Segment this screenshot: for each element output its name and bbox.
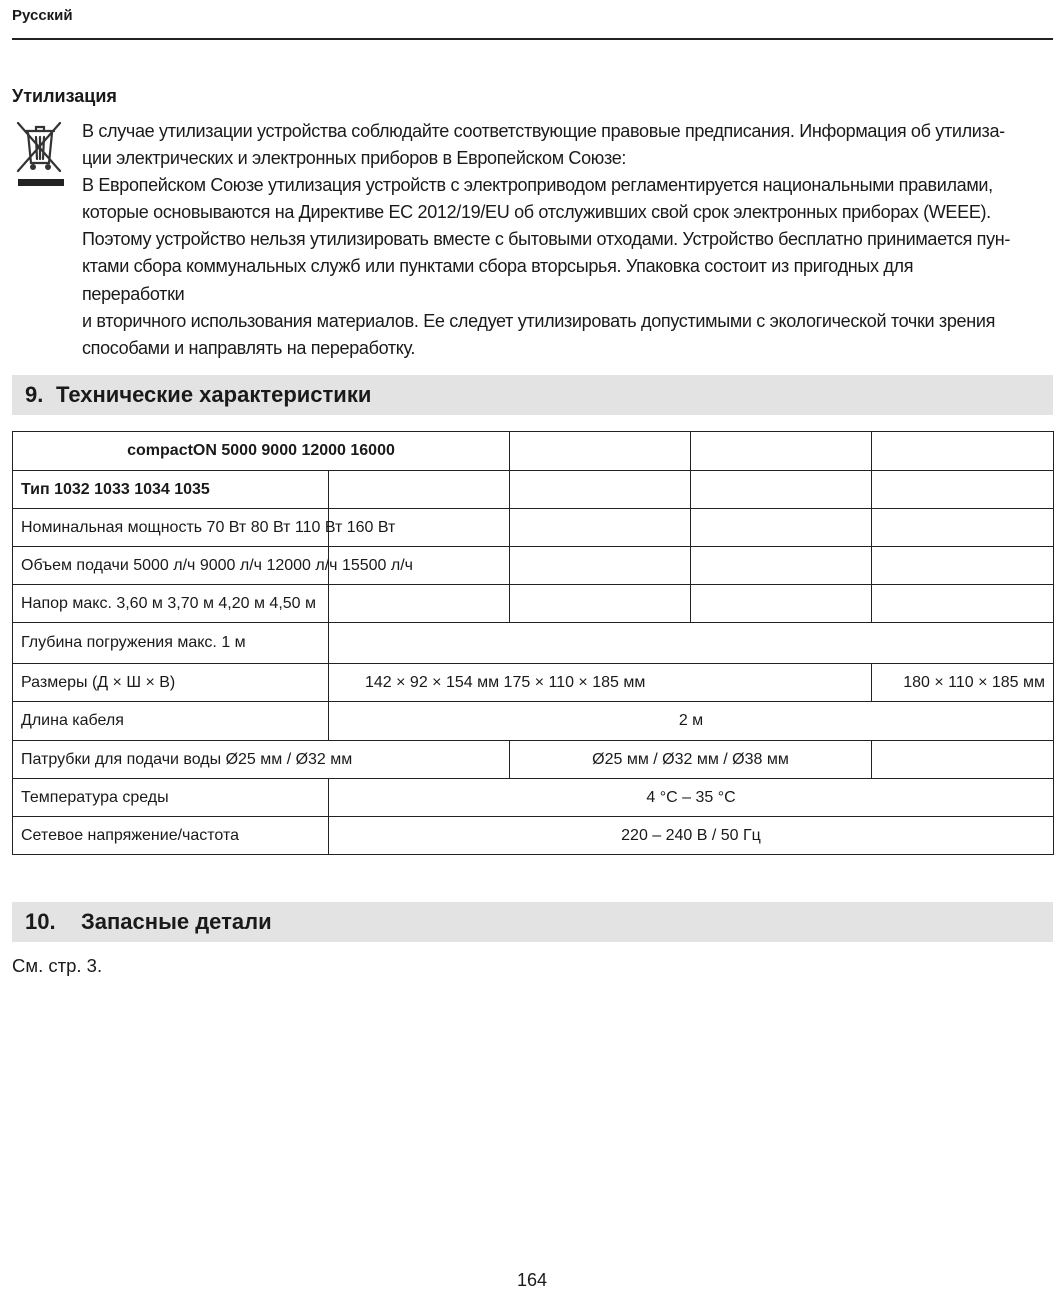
type-row-cell: Тип 1032 1033 1034 1035	[13, 471, 329, 509]
table-row	[13, 623, 1054, 664]
section-10-header	[12, 902, 1053, 942]
section-10-title: Запасные детали	[81, 909, 272, 934]
dimensions-value: 142 × 92 × 154 мм 175 × 110 × 185 мм	[365, 673, 646, 691]
section-9-title: Технические характеристики	[56, 382, 372, 407]
table-row	[13, 779, 1054, 817]
empty-cell	[691, 509, 872, 547]
table-row	[13, 817, 1054, 855]
dimensions-value-cell	[329, 664, 872, 702]
table-row	[13, 432, 1054, 471]
language-label: Русский	[12, 7, 73, 24]
disposal-line: ции электрических и электронных приборов в Европейском Союзе:	[82, 147, 627, 169]
dimensions-last-cell: 180 × 110 × 185 мм	[872, 664, 1054, 702]
table-row	[13, 471, 1054, 509]
empty-cell	[872, 585, 1054, 623]
temp-label-cell: Температура среды	[13, 779, 329, 817]
spec-table	[12, 431, 1054, 855]
table-row	[13, 547, 1054, 585]
empty-cell	[691, 547, 872, 585]
disposal-line: и вторичного использования материалов. Ее следует утилизировать допустимыми с экологической точки зрения	[82, 309, 996, 331]
disposal-line: которые основываются на Директиве ЕС 2012/19/EU об отслуживших свой срок электронных приборах (WEEE).	[82, 201, 991, 223]
section-9-header	[12, 375, 1053, 415]
disposal-line: ктами сбора коммунальных служб или пунктами сбора вторсырья. Упаковка состоит из пригодных для переработки	[82, 255, 914, 304]
empty-cell	[872, 741, 1054, 779]
header-divider	[12, 38, 1053, 40]
disposal-line: Поэтому устройство нельзя утилизировать вместе с бытовыми отходами. Устройство бесплатно принимается пун-	[82, 228, 1011, 250]
table-row	[13, 509, 1054, 547]
disposal-heading: Утилизация	[12, 86, 117, 106]
empty-cell	[329, 585, 510, 623]
voltage-label-cell: Сетевое напряжение/частота	[13, 817, 329, 855]
head-cell: Напор макс. 3,60 м 3,70 м 4,20 м 4,50 м	[13, 585, 329, 623]
empty-cell	[510, 471, 691, 509]
flow-cell: Объем подачи 5000 л/ч 9000 л/ч 12000 л/ч 15500 л/ч	[13, 547, 329, 585]
table-row	[13, 741, 1054, 779]
crossed-out-wheelie-bin-icon	[12, 117, 68, 193]
cable-label-cell: Длина кабеля	[13, 702, 329, 741]
empty-cell	[691, 585, 872, 623]
model-row-cell: compactON 5000 9000 12000 16000	[13, 432, 510, 471]
empty-cell	[691, 471, 872, 509]
disposal-text	[82, 117, 1019, 361]
empty-cell	[691, 432, 872, 471]
disposal-line: В случае утилизации устройства соблюдайте соответствующие правовые предписания. Информация об утилиза-	[82, 120, 1005, 141]
empty-cell	[329, 623, 1054, 664]
empty-cell	[872, 509, 1054, 547]
empty-cell	[872, 471, 1054, 509]
disposal-line: В Европейском Союзе утилизация устройств с электроприводом регламентируется национальными правилами,	[82, 174, 993, 196]
section-9-number: 9.	[25, 382, 44, 407]
temp-value-cell: 4 °C – 35 °C	[329, 779, 1054, 817]
empty-cell	[510, 585, 691, 623]
dimensions-label-cell: Размеры (Д × Ш × В)	[13, 664, 329, 702]
empty-cell	[510, 547, 691, 585]
table-row	[13, 664, 1054, 702]
depth-cell: Глубина погружения макс. 1 м	[13, 623, 329, 664]
empty-cell	[872, 432, 1054, 471]
cable-value-cell: 2 м	[329, 702, 1054, 741]
spare-parts-text: См. стр. 3.	[12, 955, 103, 976]
empty-cell	[329, 471, 510, 509]
section-10-number: 10.	[25, 909, 56, 934]
table-row	[13, 702, 1054, 741]
table-row	[13, 585, 1054, 623]
empty-cell	[872, 547, 1054, 585]
empty-cell	[510, 432, 691, 471]
voltage-value-cell: 220 – 240 В / 50 Гц	[329, 817, 1054, 855]
disposal-line: способами и направлять на переработку.	[82, 336, 416, 358]
nozzles-label-cell: Патрубки для подачи воды Ø25 мм / Ø32 мм	[13, 741, 510, 779]
nozzles-value-cell: Ø25 мм / Ø32 мм / Ø38 мм	[510, 741, 872, 779]
power-cell: Номинальная мощность 70 Вт 80 Вт 110 Вт 160 Вт	[13, 509, 329, 547]
empty-cell	[510, 509, 691, 547]
page-number: 164	[516, 1270, 548, 1290]
